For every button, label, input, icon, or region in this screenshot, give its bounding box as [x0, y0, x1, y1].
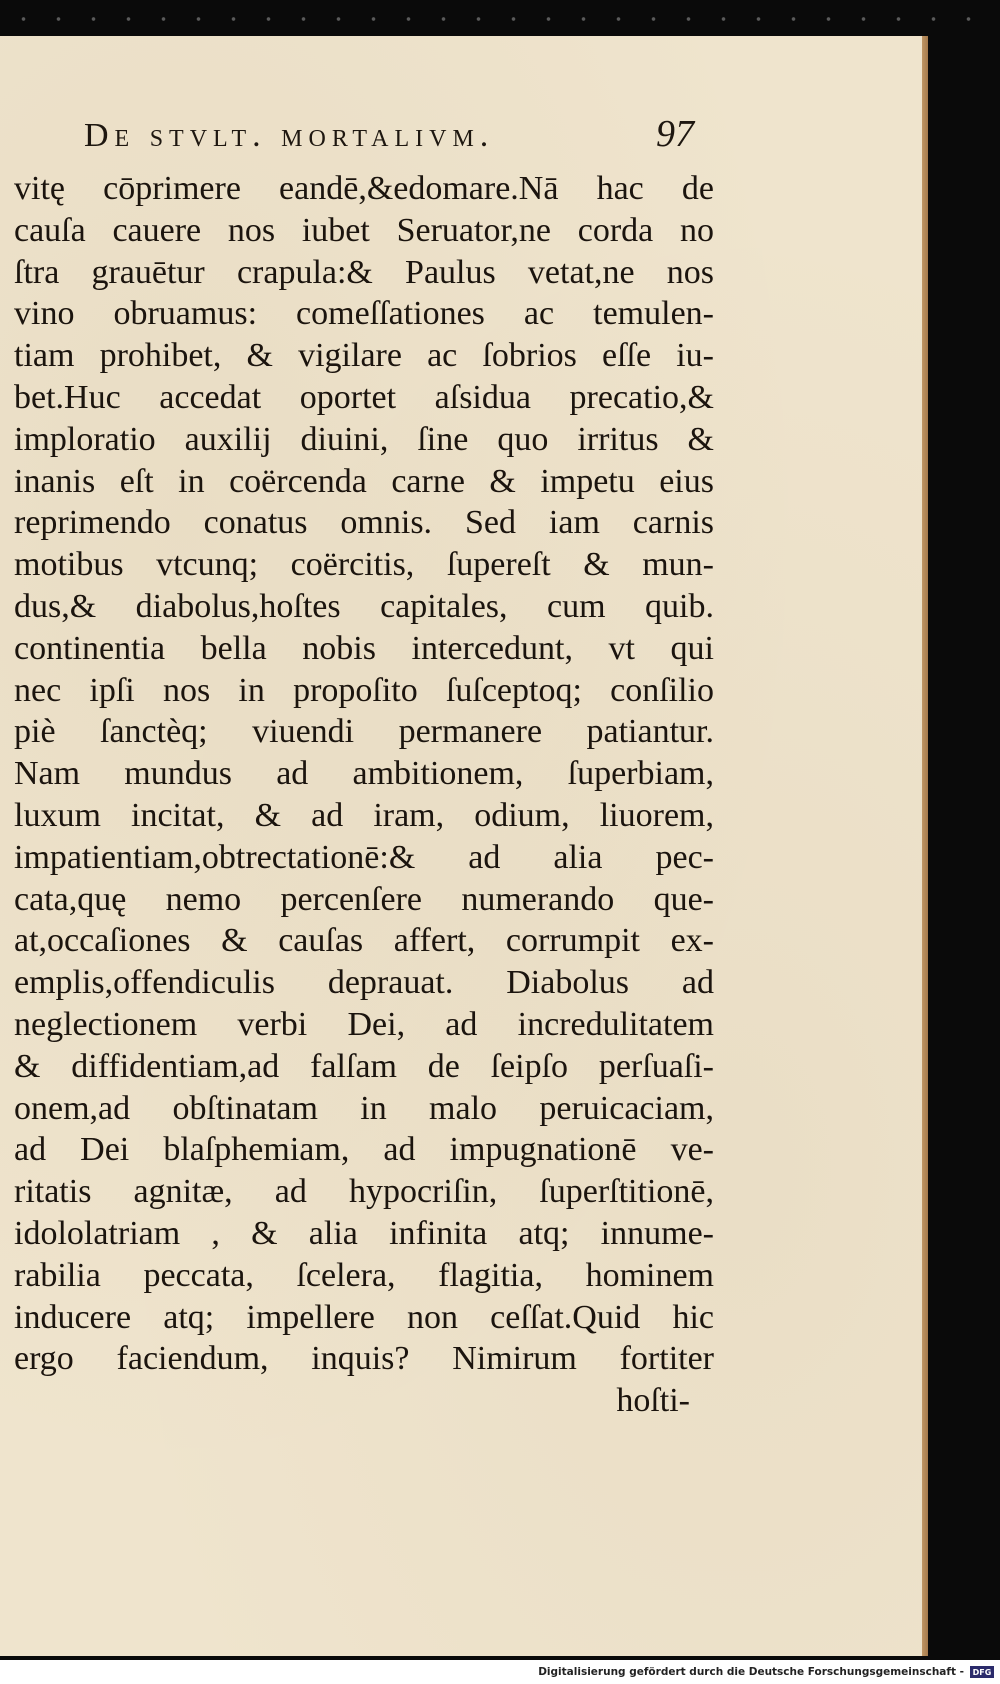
page-number: 97: [656, 113, 694, 155]
dfg-logo: DFG: [970, 1666, 994, 1678]
text-line: vitę cōprimere eandē,&edomare.Nā hac de: [14, 170, 714, 207]
text-line: cata,quę nemo percenſere numerando que-: [14, 880, 714, 918]
perforation-dots: [0, 14, 1000, 24]
text-line: continentia bella nobis intercedunt, vt qui: [14, 629, 714, 667]
text-line: ritatis agnitæ, ad hypocriſin, ſuperſtitionē,: [14, 1173, 714, 1211]
text-line: ergo faciendum, inquis? Nimirum fortiter: [14, 1340, 714, 1378]
catchword: hoſti-: [616, 1382, 690, 1420]
text-line: rabilia peccata, ſcelera, flagitia, hominem: [14, 1256, 714, 1294]
text-line: & diffidentiam,ad falſam de ſeipſo perſuaſi-: [14, 1047, 714, 1085]
text-line: ſtra grauētur crapula:& Paulus vetat,ne nos: [14, 253, 714, 291]
text-line: at,occaſiones & cauſas affert, corrumpit ex-: [14, 922, 714, 960]
body-text: [14, 168, 714, 1422]
text-line: inanis eſt in coërcenda carne & impetu eius: [14, 462, 714, 500]
text-line: emplis,offendiculis deprauat. Diabolus ad: [14, 964, 714, 1002]
text-line: bet.Huc accedat oportet aſsidua precatio,&: [14, 378, 714, 416]
text-line: onem,ad obſtinatam in malo peruicaciam,: [14, 1089, 714, 1127]
text-line: inducere atq; impellere non ceſſat.Quid hic: [14, 1298, 714, 1336]
text-line: luxum incitat, & ad iram, odium, liuorem,: [14, 796, 714, 834]
text-line: ad Dei blaſphemiam, ad impugnationē ve-: [14, 1131, 714, 1169]
text-line: tiam prohibet, & vigilare ac ſobrios eſſe iu-: [14, 337, 714, 375]
digitization-footer: [0, 1660, 1000, 1684]
text-line: reprimendo conatus omnis. Sed iam carnis: [14, 504, 714, 542]
text-line: neglectionem verbi Dei, ad incredulitatem: [14, 1005, 714, 1043]
text-line: impatientiam,obtrectationē:& ad alia pec-: [14, 838, 714, 876]
text-line: imploratio auxilij diuini, ſine quo irritus &: [14, 420, 714, 458]
running-head: De stvlt. mortalivm.: [84, 117, 495, 154]
text-line: motibus vtcunq; coërcitis, ſupereſt & mun-: [14, 546, 714, 584]
text-line: vino obruamus: comeſſationes ac temulen-: [14, 295, 714, 333]
text-line: idololatriam , & alia infinita atq; innume-: [14, 1214, 714, 1252]
text-line: Nam mundus ad ambitionem, ſuperbiam,: [14, 755, 714, 793]
text-line: piè ſanctèq; viuendi permanere patiantur.: [14, 713, 714, 751]
page-header: [84, 112, 694, 160]
text-line: nec ipſi nos in propoſito ſuſceptoq; conſilio: [14, 671, 714, 709]
text-line: cauſa cauere nos iubet Seruator,ne corda no: [14, 211, 714, 249]
funding-credit: Digitalisierung gefördert durch die Deutsche Forschungsgemeinschaft -: [538, 1666, 964, 1678]
text-line: dus,& diabolus,hoſtes capitales, cum quib.: [14, 587, 714, 625]
